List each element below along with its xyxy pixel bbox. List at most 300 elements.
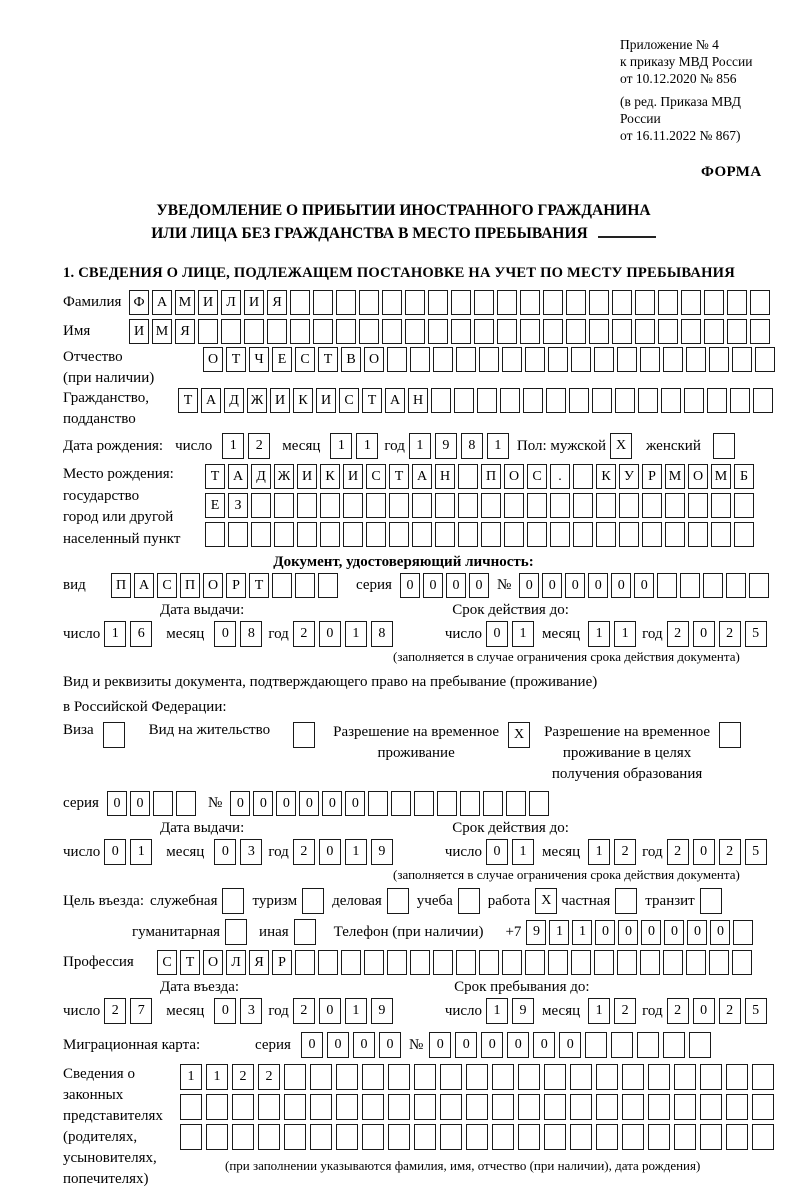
char-box-filled[interactable]: 0 bbox=[130, 791, 150, 816]
char-box-filled[interactable]: 8 bbox=[371, 621, 393, 647]
char-box[interactable] bbox=[726, 1064, 748, 1090]
char-box-filled[interactable]: 1 bbox=[549, 920, 569, 945]
char-box[interactable] bbox=[362, 1064, 384, 1090]
char-box-filled[interactable]: 5 bbox=[745, 998, 767, 1024]
char-box[interactable] bbox=[405, 319, 425, 344]
char-box[interactable] bbox=[704, 319, 724, 344]
char-box-filled[interactable]: 0 bbox=[446, 573, 466, 598]
char-box-filled[interactable]: О bbox=[688, 464, 708, 489]
char-box[interactable] bbox=[592, 388, 612, 413]
char-box[interactable] bbox=[727, 319, 747, 344]
char-box-filled[interactable]: 0 bbox=[481, 1032, 503, 1058]
char-box-filled[interactable]: 0 bbox=[400, 573, 420, 598]
char-box-filled[interactable]: Б bbox=[734, 464, 754, 489]
char-box-filled[interactable]: И bbox=[244, 290, 264, 315]
char-box[interactable] bbox=[414, 1124, 436, 1150]
char-box[interactable] bbox=[622, 1094, 644, 1120]
char-box[interactable] bbox=[665, 493, 685, 518]
char-box[interactable] bbox=[198, 319, 218, 344]
char-box[interactable] bbox=[336, 290, 356, 315]
char-box[interactable] bbox=[362, 1124, 384, 1150]
char-box[interactable] bbox=[492, 1094, 514, 1120]
char-box[interactable] bbox=[640, 950, 660, 975]
char-box-filled[interactable]: П bbox=[180, 573, 200, 598]
char-box-filled[interactable]: О bbox=[203, 950, 223, 975]
char-box-filled[interactable]: 2 bbox=[258, 1064, 280, 1090]
char-box[interactable] bbox=[412, 522, 432, 547]
char-box[interactable] bbox=[686, 347, 706, 372]
char-box-filled[interactable]: 0 bbox=[693, 998, 715, 1024]
char-box[interactable] bbox=[550, 493, 570, 518]
char-box[interactable] bbox=[336, 1094, 358, 1120]
char-box-filled[interactable]: Л bbox=[221, 290, 241, 315]
char-box-filled[interactable]: 0 bbox=[611, 573, 631, 598]
char-box[interactable] bbox=[726, 573, 746, 598]
char-box[interactable] bbox=[543, 319, 563, 344]
char-box-filled[interactable]: С bbox=[295, 347, 315, 372]
char-box[interactable] bbox=[290, 290, 310, 315]
char-box-filled[interactable]: Ж bbox=[247, 388, 267, 413]
char-box[interactable] bbox=[573, 493, 593, 518]
char-box[interactable] bbox=[596, 1124, 618, 1150]
char-box[interactable] bbox=[389, 522, 409, 547]
char-box[interactable] bbox=[525, 950, 545, 975]
char-box-filled[interactable]: К bbox=[320, 464, 340, 489]
char-box-filled[interactable]: 9 bbox=[371, 998, 393, 1024]
char-box[interactable] bbox=[640, 347, 660, 372]
char-box[interactable] bbox=[700, 1094, 722, 1120]
char-box[interactable] bbox=[295, 950, 315, 975]
char-box[interactable] bbox=[615, 388, 635, 413]
char-box[interactable] bbox=[428, 290, 448, 315]
char-box-filled[interactable]: 0 bbox=[353, 1032, 375, 1058]
char-box[interactable] bbox=[665, 522, 685, 547]
char-box[interactable] bbox=[700, 888, 722, 914]
char-box-filled[interactable]: 2 bbox=[293, 621, 315, 647]
char-box-filled[interactable]: 8 bbox=[461, 433, 483, 459]
char-box-filled[interactable]: 2 bbox=[719, 621, 741, 647]
char-box[interactable] bbox=[569, 388, 589, 413]
char-box[interactable] bbox=[456, 950, 476, 975]
char-box[interactable] bbox=[635, 319, 655, 344]
char-box-filled[interactable]: 2 bbox=[614, 839, 636, 865]
char-box-filled[interactable]: 1 bbox=[512, 839, 534, 865]
char-box-filled[interactable]: И bbox=[316, 388, 336, 413]
char-box-filled[interactable]: Т bbox=[249, 573, 269, 598]
char-box[interactable] bbox=[479, 347, 499, 372]
char-box-filled[interactable]: 0 bbox=[693, 621, 715, 647]
char-box[interactable] bbox=[310, 1064, 332, 1090]
char-box[interactable] bbox=[405, 290, 425, 315]
char-box[interactable] bbox=[688, 522, 708, 547]
char-box[interactable] bbox=[318, 573, 338, 598]
char-box[interactable] bbox=[529, 791, 549, 816]
char-box-filled[interactable]: 8 bbox=[240, 621, 262, 647]
char-box[interactable] bbox=[310, 1124, 332, 1150]
char-box[interactable] bbox=[615, 888, 637, 914]
char-box[interactable] bbox=[368, 791, 388, 816]
char-box[interactable] bbox=[293, 722, 315, 748]
char-box[interactable] bbox=[460, 791, 480, 816]
char-box-filled[interactable]: 0 bbox=[299, 791, 319, 816]
char-box-filled[interactable]: 1 bbox=[409, 433, 431, 459]
char-box-filled[interactable]: 0 bbox=[693, 839, 715, 865]
char-box[interactable] bbox=[661, 388, 681, 413]
char-box[interactable] bbox=[566, 319, 586, 344]
char-box[interactable] bbox=[313, 290, 333, 315]
char-box-filled[interactable]: 2 bbox=[667, 621, 689, 647]
char-box-filled[interactable]: 1 bbox=[356, 433, 378, 459]
char-box[interactable] bbox=[343, 493, 363, 518]
char-box-filled[interactable]: Е bbox=[205, 493, 225, 518]
char-box[interactable] bbox=[589, 319, 609, 344]
char-box[interactable] bbox=[700, 1124, 722, 1150]
char-box-filled[interactable]: 0 bbox=[687, 920, 707, 945]
char-box[interactable] bbox=[295, 573, 315, 598]
char-box[interactable] bbox=[543, 290, 563, 315]
char-box[interactable] bbox=[520, 319, 540, 344]
char-box[interactable] bbox=[272, 573, 292, 598]
char-box-filled[interactable]: Т bbox=[205, 464, 225, 489]
char-box[interactable] bbox=[251, 522, 271, 547]
char-box[interactable] bbox=[734, 522, 754, 547]
char-box[interactable] bbox=[364, 950, 384, 975]
char-box-filled[interactable]: Т bbox=[362, 388, 382, 413]
char-box[interactable] bbox=[466, 1064, 488, 1090]
char-box-filled[interactable]: 0 bbox=[214, 839, 236, 865]
char-box[interactable] bbox=[500, 388, 520, 413]
char-box[interactable] bbox=[680, 573, 700, 598]
char-box-filled[interactable]: 2 bbox=[667, 839, 689, 865]
char-box-filled[interactable]: 0 bbox=[486, 839, 508, 865]
char-box-filled[interactable]: 1 bbox=[487, 433, 509, 459]
char-box[interactable] bbox=[674, 1094, 696, 1120]
char-box[interactable] bbox=[544, 1094, 566, 1120]
char-box-filled[interactable]: 1 bbox=[345, 998, 367, 1024]
char-box[interactable] bbox=[382, 319, 402, 344]
char-box-filled[interactable]: . bbox=[550, 464, 570, 489]
char-box-filled[interactable]: Ж bbox=[274, 464, 294, 489]
char-box-filled[interactable]: 9 bbox=[435, 433, 457, 459]
char-box[interactable] bbox=[435, 522, 455, 547]
char-box[interactable] bbox=[674, 1064, 696, 1090]
char-box[interactable] bbox=[341, 950, 361, 975]
char-box-filled[interactable]: 0 bbox=[214, 998, 236, 1024]
char-box[interactable] bbox=[527, 493, 547, 518]
char-box[interactable] bbox=[458, 522, 478, 547]
char-box-filled[interactable]: 0 bbox=[104, 839, 126, 865]
char-box-filled[interactable]: С bbox=[366, 464, 386, 489]
char-box[interactable] bbox=[103, 722, 125, 748]
char-box[interactable] bbox=[336, 319, 356, 344]
char-box[interactable] bbox=[617, 950, 637, 975]
char-box[interactable] bbox=[497, 319, 517, 344]
char-box-filled[interactable]: И bbox=[129, 319, 149, 344]
char-box[interactable] bbox=[749, 573, 769, 598]
char-box[interactable] bbox=[622, 1064, 644, 1090]
char-box-filled[interactable]: 0 bbox=[519, 573, 539, 598]
char-box[interactable] bbox=[412, 493, 432, 518]
char-box[interactable] bbox=[689, 1032, 711, 1058]
char-box[interactable] bbox=[544, 1124, 566, 1150]
char-box[interactable] bbox=[707, 388, 727, 413]
char-box-filled[interactable]: 0 bbox=[486, 621, 508, 647]
char-box-filled[interactable]: Т bbox=[180, 950, 200, 975]
char-box-filled[interactable]: 0 bbox=[319, 621, 341, 647]
char-box[interactable] bbox=[302, 888, 324, 914]
char-box-filled[interactable]: 0 bbox=[641, 920, 661, 945]
char-box-filled[interactable]: Н bbox=[408, 388, 428, 413]
char-box[interactable] bbox=[176, 791, 196, 816]
char-box-filled[interactable]: Н bbox=[435, 464, 455, 489]
char-box-filled[interactable]: Я bbox=[249, 950, 269, 975]
char-box-filled[interactable]: 2 bbox=[248, 433, 270, 459]
char-box[interactable] bbox=[635, 290, 655, 315]
char-box-filled[interactable]: А bbox=[152, 290, 172, 315]
char-box[interactable] bbox=[456, 347, 476, 372]
char-box-filled[interactable]: 1 bbox=[345, 839, 367, 865]
char-box[interactable] bbox=[544, 1064, 566, 1090]
char-box[interactable] bbox=[619, 493, 639, 518]
char-box[interactable] bbox=[688, 493, 708, 518]
char-box[interactable] bbox=[506, 791, 526, 816]
char-box[interactable] bbox=[359, 290, 379, 315]
char-box-filled[interactable]: 0 bbox=[469, 573, 489, 598]
char-box[interactable] bbox=[222, 888, 244, 914]
char-box[interactable] bbox=[451, 290, 471, 315]
char-box-filled[interactable]: 1 bbox=[222, 433, 244, 459]
char-box[interactable] bbox=[709, 950, 729, 975]
char-box-filled[interactable]: 0 bbox=[319, 998, 341, 1024]
char-box-filled[interactable]: 2 bbox=[614, 998, 636, 1024]
char-box[interactable] bbox=[258, 1124, 280, 1150]
char-box[interactable] bbox=[719, 722, 741, 748]
char-box[interactable] bbox=[548, 347, 568, 372]
char-box[interactable] bbox=[663, 347, 683, 372]
char-box[interactable] bbox=[428, 319, 448, 344]
char-box-filled[interactable]: Л bbox=[226, 950, 246, 975]
char-box[interactable] bbox=[206, 1124, 228, 1150]
char-box-filled[interactable]: Д bbox=[251, 464, 271, 489]
char-box-filled[interactable]: Т bbox=[389, 464, 409, 489]
char-box-filled[interactable]: К bbox=[293, 388, 313, 413]
char-box[interactable] bbox=[479, 950, 499, 975]
char-box[interactable] bbox=[388, 1064, 410, 1090]
char-box[interactable] bbox=[619, 522, 639, 547]
char-box-filled[interactable]: М bbox=[152, 319, 172, 344]
char-box-filled[interactable]: 0 bbox=[423, 573, 443, 598]
char-box-filled[interactable]: С bbox=[157, 573, 177, 598]
char-box-filled[interactable]: 2 bbox=[719, 998, 741, 1024]
char-box[interactable] bbox=[585, 1032, 607, 1058]
char-box[interactable] bbox=[466, 1124, 488, 1150]
char-box-filled[interactable]: Е bbox=[272, 347, 292, 372]
char-box-filled[interactable]: 0 bbox=[319, 839, 341, 865]
char-box-filled[interactable]: Т bbox=[318, 347, 338, 372]
char-box[interactable] bbox=[713, 433, 735, 459]
char-box[interactable] bbox=[700, 1064, 722, 1090]
char-box[interactable] bbox=[437, 791, 457, 816]
char-box[interactable] bbox=[570, 1094, 592, 1120]
char-box-filled[interactable]: А bbox=[201, 388, 221, 413]
char-box-filled[interactable]: П bbox=[111, 573, 131, 598]
char-box[interactable] bbox=[274, 522, 294, 547]
char-box[interactable] bbox=[180, 1094, 202, 1120]
char-box-filled[interactable]: П bbox=[481, 464, 501, 489]
char-box[interactable] bbox=[703, 573, 723, 598]
char-box[interactable] bbox=[504, 493, 524, 518]
char-box[interactable] bbox=[481, 522, 501, 547]
char-box-filled[interactable]: 0 bbox=[379, 1032, 401, 1058]
char-box[interactable] bbox=[571, 347, 591, 372]
char-box-filled[interactable]: О bbox=[203, 573, 223, 598]
char-box-filled[interactable]: С bbox=[157, 950, 177, 975]
char-box[interactable] bbox=[752, 1064, 774, 1090]
char-box-filled[interactable]: 6 bbox=[130, 621, 152, 647]
char-box-filled[interactable]: 2 bbox=[293, 839, 315, 865]
char-box-filled[interactable]: 0 bbox=[276, 791, 296, 816]
char-box-filled[interactable]: О bbox=[203, 347, 223, 372]
char-box-filled[interactable]: Т bbox=[178, 388, 198, 413]
char-box[interactable] bbox=[573, 464, 593, 489]
char-box-filled[interactable]: 9 bbox=[371, 839, 393, 865]
char-box[interactable] bbox=[658, 319, 678, 344]
char-box-filled[interactable]: 0 bbox=[301, 1032, 323, 1058]
char-box[interactable] bbox=[638, 388, 658, 413]
char-box[interactable] bbox=[686, 950, 706, 975]
char-box-filled[interactable]: А bbox=[412, 464, 432, 489]
char-box[interactable] bbox=[274, 493, 294, 518]
char-box[interactable] bbox=[727, 290, 747, 315]
char-box[interactable] bbox=[454, 388, 474, 413]
char-box-filled[interactable]: 2 bbox=[104, 998, 126, 1024]
char-box-filled[interactable]: 0 bbox=[565, 573, 585, 598]
char-box-filled[interactable]: 9 bbox=[512, 998, 534, 1024]
char-box[interactable] bbox=[753, 388, 773, 413]
char-box[interactable] bbox=[681, 290, 701, 315]
char-box[interactable] bbox=[518, 1124, 540, 1150]
char-box[interactable] bbox=[343, 522, 363, 547]
char-box[interactable] bbox=[451, 319, 471, 344]
char-box-filled[interactable]: X bbox=[508, 722, 530, 748]
char-box[interactable] bbox=[366, 493, 386, 518]
char-box-filled[interactable]: 0 bbox=[455, 1032, 477, 1058]
char-box[interactable] bbox=[362, 1094, 384, 1120]
char-box-filled[interactable]: М bbox=[175, 290, 195, 315]
char-box[interactable] bbox=[518, 1094, 540, 1120]
char-box[interactable] bbox=[483, 791, 503, 816]
char-box[interactable] bbox=[711, 493, 731, 518]
char-box[interactable] bbox=[284, 1064, 306, 1090]
char-box[interactable] bbox=[387, 347, 407, 372]
char-box-filled[interactable]: Ч bbox=[249, 347, 269, 372]
char-box-filled[interactable]: 0 bbox=[253, 791, 273, 816]
char-box-filled[interactable]: И bbox=[270, 388, 290, 413]
char-box[interactable] bbox=[297, 493, 317, 518]
char-box[interactable] bbox=[642, 522, 662, 547]
char-box[interactable] bbox=[440, 1064, 462, 1090]
char-box[interactable] bbox=[504, 522, 524, 547]
char-box[interactable] bbox=[228, 522, 248, 547]
char-box[interactable] bbox=[637, 1032, 659, 1058]
char-box[interactable] bbox=[410, 347, 430, 372]
char-box[interactable] bbox=[527, 522, 547, 547]
char-box-filled[interactable]: И bbox=[198, 290, 218, 315]
char-box-filled[interactable]: С bbox=[339, 388, 359, 413]
char-box-filled[interactable]: 7 bbox=[130, 998, 152, 1024]
char-box[interactable] bbox=[244, 319, 264, 344]
char-box[interactable] bbox=[251, 493, 271, 518]
char-box[interactable] bbox=[726, 1124, 748, 1150]
char-box[interactable] bbox=[611, 1032, 633, 1058]
char-box[interactable] bbox=[414, 1094, 436, 1120]
char-box-filled[interactable]: 0 bbox=[327, 1032, 349, 1058]
char-box[interactable] bbox=[387, 888, 409, 914]
char-box-filled[interactable]: 1 bbox=[104, 621, 126, 647]
char-box[interactable] bbox=[232, 1094, 254, 1120]
char-box-filled[interactable]: Я bbox=[175, 319, 195, 344]
char-box[interactable] bbox=[566, 290, 586, 315]
char-box-filled[interactable]: 0 bbox=[588, 573, 608, 598]
char-box[interactable] bbox=[440, 1124, 462, 1150]
char-box[interactable] bbox=[570, 1124, 592, 1150]
char-box[interactable] bbox=[523, 388, 543, 413]
char-box[interactable] bbox=[481, 493, 501, 518]
char-box-filled[interactable]: 2 bbox=[293, 998, 315, 1024]
char-box-filled[interactable]: Ф bbox=[129, 290, 149, 315]
char-box[interactable] bbox=[290, 319, 310, 344]
char-box-filled[interactable]: 3 bbox=[240, 839, 262, 865]
char-box[interactable] bbox=[596, 493, 616, 518]
char-box[interactable] bbox=[594, 950, 614, 975]
char-box[interactable] bbox=[711, 522, 731, 547]
char-box[interactable] bbox=[732, 347, 752, 372]
char-box[interactable] bbox=[336, 1124, 358, 1150]
char-box[interactable] bbox=[550, 522, 570, 547]
char-box-filled[interactable]: X bbox=[535, 888, 557, 914]
char-box-filled[interactable]: И bbox=[297, 464, 317, 489]
char-box-filled[interactable]: А bbox=[228, 464, 248, 489]
char-box[interactable] bbox=[570, 1064, 592, 1090]
char-box[interactable] bbox=[232, 1124, 254, 1150]
char-box-filled[interactable]: 2 bbox=[667, 998, 689, 1024]
char-box-filled[interactable]: 0 bbox=[533, 1032, 555, 1058]
char-box[interactable] bbox=[709, 347, 729, 372]
char-box[interactable] bbox=[387, 950, 407, 975]
char-box-filled[interactable]: 3 bbox=[240, 998, 262, 1024]
char-box[interactable] bbox=[366, 522, 386, 547]
char-box-filled[interactable]: Р bbox=[642, 464, 662, 489]
char-box[interactable] bbox=[684, 388, 704, 413]
char-box[interactable] bbox=[596, 1064, 618, 1090]
char-box[interactable] bbox=[474, 319, 494, 344]
char-box-filled[interactable]: 0 bbox=[429, 1032, 451, 1058]
char-box-filled[interactable]: 5 bbox=[745, 839, 767, 865]
char-box[interactable] bbox=[663, 1032, 685, 1058]
char-box-filled[interactable]: 1 bbox=[180, 1064, 202, 1090]
char-box[interactable] bbox=[573, 522, 593, 547]
char-box[interactable] bbox=[410, 950, 430, 975]
char-box-filled[interactable]: У bbox=[619, 464, 639, 489]
char-box-filled[interactable]: 0 bbox=[618, 920, 638, 945]
char-box[interactable] bbox=[382, 290, 402, 315]
char-box[interactable] bbox=[313, 319, 333, 344]
char-box-filled[interactable]: 0 bbox=[345, 791, 365, 816]
char-box-filled[interactable]: 1 bbox=[614, 621, 636, 647]
char-box-filled[interactable]: 1 bbox=[588, 621, 610, 647]
char-box-filled[interactable]: 1 bbox=[588, 839, 610, 865]
char-box-filled[interactable]: X bbox=[610, 433, 632, 459]
